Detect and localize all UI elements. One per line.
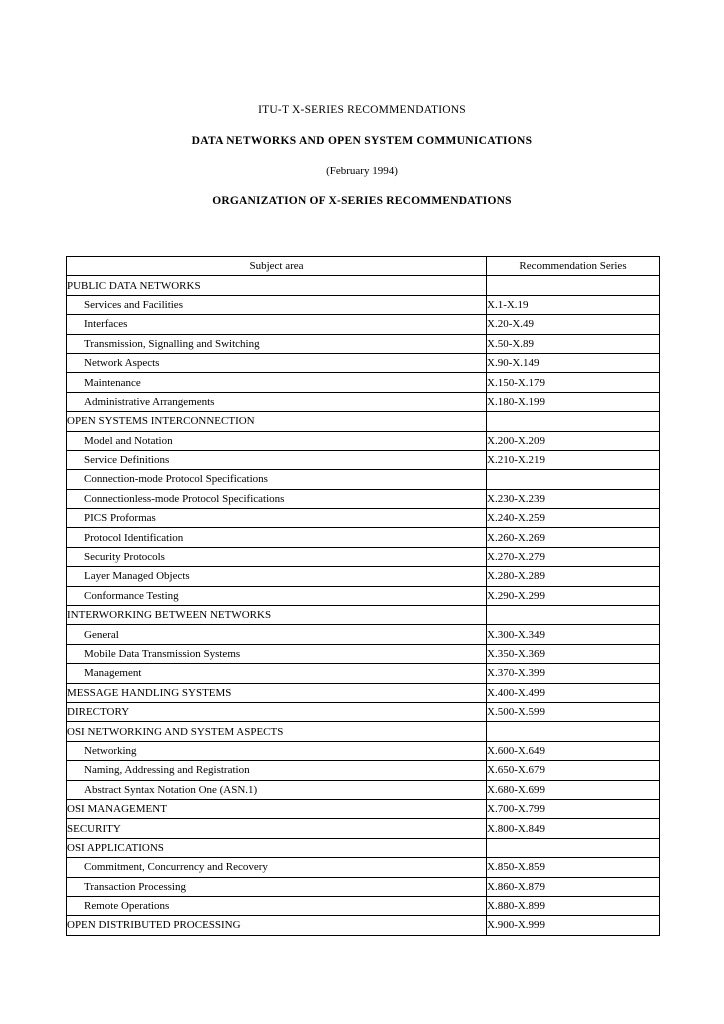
section-subject: OSI NETWORKING AND SYSTEM ASPECTS (67, 722, 487, 741)
series-cell: X.240-X.259 (487, 509, 660, 528)
subject-cell: Naming, Addressing and Registration (67, 761, 487, 780)
table-row (67, 528, 660, 547)
table-row (67, 567, 660, 586)
series-cell: X.650-X.679 (487, 761, 660, 780)
subject-cell: Interfaces (67, 315, 487, 334)
table-row (67, 547, 660, 566)
subject-cell: Management (67, 664, 487, 683)
subject-cell: Commitment, Concurrency and Recovery (67, 858, 487, 877)
table-row (67, 489, 660, 508)
table-row (67, 295, 660, 314)
section-subject: OSI APPLICATIONS (67, 838, 487, 857)
series-cell: X.800-X.849 (487, 819, 660, 838)
section-subject: OPEN DISTRIBUTED PROCESSING (67, 916, 487, 935)
recommendation-series-header: Recommendation Series (487, 257, 660, 276)
series-cell: X.700-X.799 (487, 799, 660, 818)
section-subject: PUBLIC DATA NETWORKS (67, 276, 487, 295)
section-subject: OPEN SYSTEMS INTERCONNECTION (67, 412, 487, 431)
section-row (67, 412, 660, 431)
table-row (67, 586, 660, 605)
table-row (67, 644, 660, 663)
series-cell: X.150-X.179 (487, 373, 660, 392)
table-row (67, 470, 660, 489)
publication-date: (February 1994) (326, 165, 398, 177)
subject-cell: Transmission, Signalling and Switching (67, 334, 487, 353)
subject-cell: Protocol Identification (67, 528, 487, 547)
table-row (67, 373, 660, 392)
series-cell: X.880-X.899 (487, 896, 660, 915)
table-row (67, 780, 660, 799)
series-cell: X.20-X.49 (487, 315, 660, 334)
table-row (67, 431, 660, 450)
series-cell: X.230-X.239 (487, 489, 660, 508)
series-cell: X.850-X.859 (487, 858, 660, 877)
table-row (67, 896, 660, 915)
subject-cell: Remote Operations (67, 896, 487, 915)
organization-title: ORGANIZATION OF X-SERIES RECOMMENDATIONS (212, 195, 512, 207)
series-cell: X.270-X.279 (487, 547, 660, 566)
series-cell (487, 276, 660, 295)
table-row (67, 315, 660, 334)
series-cell: X.210-X.219 (487, 450, 660, 469)
table-row (67, 353, 660, 372)
section-subject: OSI MANAGEMENT (67, 799, 487, 818)
main-title: DATA NETWORKS AND OPEN SYSTEM COMMUNICATIONS (191, 135, 533, 147)
section-subject: SECURITY (67, 819, 487, 838)
series-cell: X.370-X.399 (487, 664, 660, 683)
section-subject: DIRECTORY (67, 702, 487, 721)
section-row (67, 683, 660, 702)
table-row (67, 392, 660, 411)
subject-cell: Mobile Data Transmission Systems (67, 644, 487, 663)
subject-cell: Maintenance (67, 373, 487, 392)
series-cell: X.290-X.299 (487, 586, 660, 605)
subject-cell: Services and Facilities (67, 295, 487, 314)
table-header-row (67, 257, 660, 276)
table-row (67, 858, 660, 877)
subject-cell: General (67, 625, 487, 644)
subject-cell: Conformance Testing (67, 586, 487, 605)
section-row (67, 916, 660, 935)
section-subject: INTERWORKING BETWEEN NETWORKS (67, 606, 487, 625)
series-cell: X.1-X.19 (487, 295, 660, 314)
subject-cell: Service Definitions (67, 450, 487, 469)
section-row (67, 838, 660, 857)
table-row (67, 450, 660, 469)
series-cell: X.200-X.209 (487, 431, 660, 450)
subject-cell: Connectionless-mode Protocol Specifications (67, 489, 487, 508)
series-cell: X.180-X.199 (487, 392, 660, 411)
series-cell: X.90-X.149 (487, 353, 660, 372)
table-row (67, 664, 660, 683)
series-cell: X.680-X.699 (487, 780, 660, 799)
table-row (67, 877, 660, 896)
section-row (67, 799, 660, 818)
subject-cell: Connection-mode Protocol Specifications (67, 470, 487, 489)
series-cell: X.900-X.999 (487, 916, 660, 935)
subject-cell: Layer Managed Objects (67, 567, 487, 586)
subject-cell: PICS Proformas (67, 509, 487, 528)
subject-cell: Security Protocols (67, 547, 487, 566)
recommendations-table (66, 256, 660, 936)
series-cell: X.280-X.289 (487, 567, 660, 586)
subject-cell: Networking (67, 741, 487, 760)
series-cell (487, 722, 660, 741)
series-cell: X.860-X.879 (487, 877, 660, 896)
series-cell (487, 470, 660, 489)
subject-cell: Administrative Arrangements (67, 392, 487, 411)
table-row (67, 625, 660, 644)
section-row (67, 276, 660, 295)
series-cell: X.350-X.369 (487, 644, 660, 663)
series-cell: X.50-X.89 (487, 334, 660, 353)
subject-area-header: Subject area (67, 257, 487, 276)
series-cell: X.400-X.499 (487, 683, 660, 702)
section-subject: MESSAGE HANDLING SYSTEMS (67, 683, 487, 702)
series-title: ITU-T X-SERIES RECOMMENDATIONS (258, 104, 466, 116)
table-body (67, 276, 660, 935)
table-row (67, 509, 660, 528)
series-cell: X.600-X.649 (487, 741, 660, 760)
table-row (67, 761, 660, 780)
section-row (67, 606, 660, 625)
series-cell (487, 606, 660, 625)
subject-cell: Model and Notation (67, 431, 487, 450)
series-cell: X.500-X.599 (487, 702, 660, 721)
series-cell (487, 412, 660, 431)
section-row (67, 722, 660, 741)
section-row (67, 702, 660, 721)
table-row (67, 741, 660, 760)
subject-cell: Network Aspects (67, 353, 487, 372)
series-cell: X.300-X.349 (487, 625, 660, 644)
subject-cell: Abstract Syntax Notation One (ASN.1) (67, 780, 487, 799)
series-cell (487, 838, 660, 857)
table-row (67, 334, 660, 353)
section-row (67, 819, 660, 838)
subject-cell: Transaction Processing (67, 877, 487, 896)
series-cell: X.260-X.269 (487, 528, 660, 547)
